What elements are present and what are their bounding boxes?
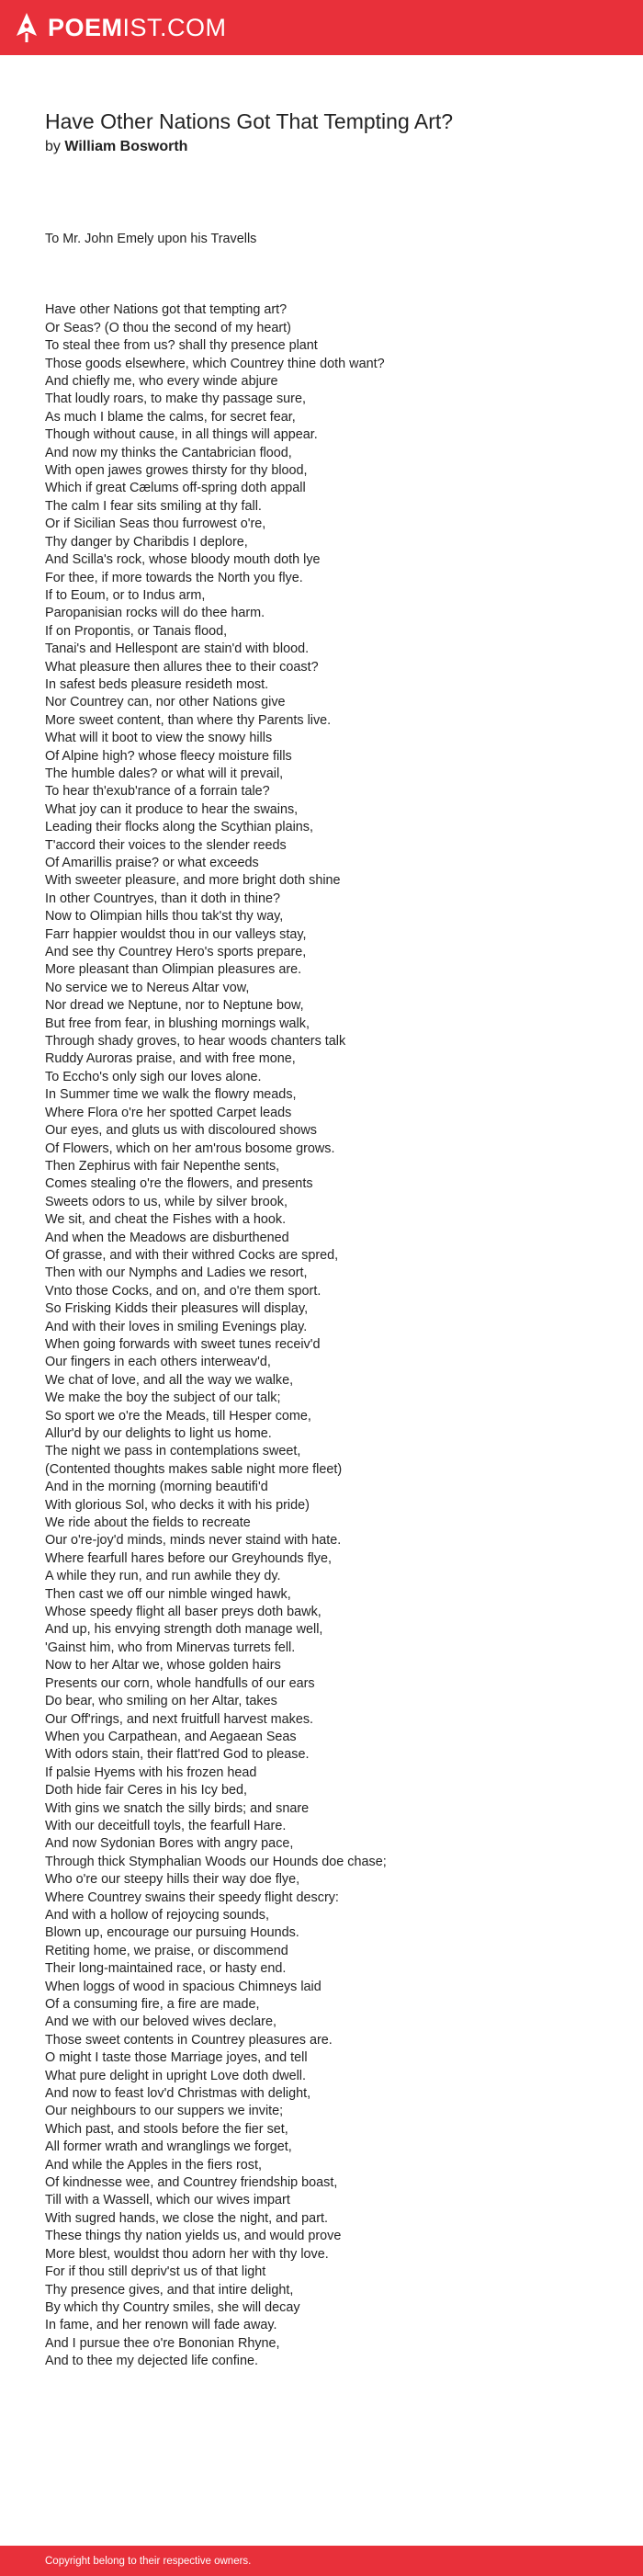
poem-byline [45, 138, 615, 156]
poem-line: With glorious Sol, who decks it with his pride) [45, 1497, 310, 1513]
poem-line: Of Amarillis praise? or what exceeds [45, 856, 259, 871]
poem-line: And with a hollow of rejoycing sounds, [45, 1907, 269, 1923]
poem-line: And now to feast lov'd Christmas with delight, [45, 2086, 311, 2102]
poem-line: Their long-maintained race, or hasty end. [45, 1961, 287, 1977]
poem-line: Thy danger by Charibdis I deplore, [45, 534, 248, 550]
poem-line: Though without cause, in all things will appear. [45, 427, 318, 443]
poem-line: Or if Sicilian Seas thou furrowest o're, [45, 516, 266, 532]
poem-line: Which past, and stools before the fier set, [45, 2121, 288, 2137]
poem-line: With our deceitfull toyls, the fearfull Hare. [45, 1818, 287, 1833]
poem-line: When you Carpathean, and Aegaean Seas [45, 1729, 297, 1744]
poem-line: What pleasure then allures thee to their coast? [45, 659, 319, 675]
poem-line: O might I taste those Marriage joyes, and tell [45, 2050, 308, 2066]
poem-line: With gins we snatch the silly birds; and snare [45, 1800, 310, 1816]
poem-line: Of Alpine high? whose fleecy moisture fills [45, 748, 292, 764]
by-label: by [45, 139, 61, 154]
poem-line: If on Propontis, or Tanais flood, [45, 623, 228, 639]
poem-line: With sweeter pleasure, and more bright doth shine [45, 873, 341, 889]
poem-line: Have other Nations got that tempting art? [45, 302, 288, 318]
poem-line: When going forwards with sweet tunes receiv'd [45, 1336, 321, 1352]
poem-line: And in the morning (morning beautifi'd [45, 1480, 268, 1495]
poem-line: The humble dales? or what will it prevail, [45, 766, 284, 781]
poem-line: Which if great Cælums off-spring doth appall [45, 481, 306, 496]
poem-line: And now Sydonian Bores with angry pace, [45, 1836, 294, 1852]
poem-line: Do bear, who smiling on her Altar, takes [45, 1694, 277, 1709]
poem-line: That loudly roars, to make thy passage sure, [45, 392, 306, 407]
poem-line: To steal thee from us? shall thy presence plant [45, 338, 318, 354]
poem-line: A while they run, and run awhile they dy. [45, 1569, 281, 1584]
quill-pen-icon [15, 12, 39, 43]
poem-line: T'accord their voices to the slender reeds [45, 837, 287, 853]
poem-line: Where Flora o're her spotted Carpet leads [45, 1105, 292, 1120]
poem-line: In Summer time we walk the flowry meads, [45, 1087, 297, 1103]
poem-line: 'Gainst him, who from Minervas turrets fell. [45, 1640, 296, 1655]
poem-title: Have Other Nations Got That Tempting Art? [45, 109, 454, 133]
poem-line: Retiting home, we praise, or discommend [45, 1943, 288, 1958]
poem-line: And I pursue thee o're Bononian Rhyne, [45, 2335, 280, 2351]
poem-line: Of kindnesse wee, and Countrey friendship boast, [45, 2175, 338, 2191]
poem-line: Whose speedy flight all baser preys doth bawk, [45, 1605, 322, 1620]
poem-line: Through shady groves, to hear woods chanters talk [45, 1034, 346, 1050]
poem-line: Then Zephirus with fair Nepenthe sents, [45, 1158, 280, 1174]
poem-line: Our fingers in each others interweav'd, [45, 1355, 271, 1370]
poem-line: Tanai's and Hellespont are stain'd with blood. [45, 641, 310, 657]
poem-line: When loggs of wood in spacious Chimneys laid [45, 1979, 322, 1994]
poem-line: More pleasant than Olimpian pleasures are. [45, 962, 302, 978]
poem-line: With open jawes growes thirsty for thy blood, [45, 463, 308, 479]
poem-line: With sugred hands, we close the night, and part. [45, 2210, 328, 2226]
poem-line: Thy presence gives, and that intire delight, [45, 2282, 294, 2298]
poem-line: Now to her Altar we, whose golden hairs [45, 1658, 281, 1674]
poem-line: Leading their flocks along the Scythian plains, [45, 820, 313, 835]
poem-line: And see thy Countrey Hero's sports prepare, [45, 945, 307, 960]
poem-line: Doth hide fair Ceres in his Icy bed, [45, 1783, 247, 1799]
poem-line: Of Flowers, which on her am'rous bosome grows. [45, 1140, 335, 1156]
author-link[interactable]: William Bosworth [64, 139, 188, 154]
poem-line: And to thee my dejected life confine. [45, 2354, 258, 2369]
poem-line: For thee, if more towards the North you flye. [45, 570, 303, 585]
poem-body [45, 195, 615, 2406]
poem-line: Ruddy Auroras praise, and with free mone, [45, 1051, 296, 1067]
poem-line: If palsie Hyems with his frozen head [45, 1765, 257, 1780]
poem-line: Allur'd by our delights to light us home. [45, 1426, 272, 1442]
poem-line: Through thick Stymphalian Woods our Hounds doe chase; [45, 1854, 387, 1869]
poem-line: As much I blame the calms, for secret fear, [45, 409, 296, 425]
poem-line: If to Eoum, or to Indus arm, [45, 587, 206, 603]
site-logo[interactable] [15, 12, 227, 43]
poem-line: Of grasse, and with their withred Cocks are spred, [45, 1247, 339, 1263]
copyright-notice: Copyright belong to their respective owners. [45, 2555, 252, 2567]
poem-line: Sweets odors to us, while by silver brook, [45, 1194, 288, 1209]
poem-line: Those sweet contents in Countrey pleasures are. [45, 2032, 333, 2048]
poem-line: Of a consuming fire, a fire are made, [45, 1997, 260, 2013]
poem-line: We sit, and cheat the Fishes with a hook. [45, 1212, 287, 1228]
poem-line: And now my thinks the Cantabrician flood, [45, 445, 292, 460]
poem-content [45, 108, 615, 2406]
poem-line: Presents our corn, whole handfulls of our ears [45, 1675, 315, 1691]
poem-line: Now to Olimpian hills thou tak'st thy way, [45, 909, 284, 925]
site-header [0, 0, 643, 55]
poem-line: Or Seas? (O thou the second of my heart) [45, 320, 291, 335]
poem-line: And we with our beloved wives declare, [45, 2014, 276, 2030]
poem-line: We ride about the fields to recreate [45, 1515, 251, 1531]
poem-line: And Scilla's rock, whose bloody mouth doth lye [45, 552, 321, 568]
poem-line: And with their loves in smiling Evenings play. [45, 1319, 308, 1334]
poem-dedication: To Mr. John Emely upon his Travells [45, 231, 257, 246]
poem-line: In fame, and her renown will fade away. [45, 2318, 277, 2333]
poem-line: What will it boot to view the snowy hills [45, 731, 273, 746]
poem-line: Our o're-joy'd minds, minds never staind with hate. [45, 1533, 342, 1549]
poem-line: In other Countryes, than it doth in thine? [45, 891, 280, 906]
poem-line: More blest, wouldst thou adorn her with thy love. [45, 2246, 329, 2262]
poem-line: The night we pass in contemplations sweet, [45, 1444, 301, 1459]
poem-line: By which thy Country smiles, she will decay [45, 2299, 300, 2315]
poem-lines [45, 301, 615, 2370]
poem-line: (Contented thoughts makes sable night more fleet) [45, 1461, 343, 1477]
poem-line: And chiefly me, who every winde abjure [45, 374, 278, 390]
poem-line: So sport we o're the Meads, till Hesper come, [45, 1408, 311, 1424]
poem-line: Our eyes, and gluts us with discoloured shows [45, 1123, 317, 1139]
poem-line: To hear th'exub'rance of a forrain tale? [45, 784, 270, 800]
poem-line: Then cast we off our nimble winged hawk, [45, 1586, 291, 1602]
poem-line: Where Countrey swains their speedy flight descry: [45, 1889, 339, 1905]
site-footer [0, 2546, 643, 2576]
poem-line: Our Off'rings, and next fruitfull harvest makes. [45, 1711, 314, 1727]
poem-line: And up, his envying strength doth manage well, [45, 1622, 323, 1638]
poem-line: These things thy nation yields us, and would prove [45, 2229, 342, 2244]
poem-line: With odors stain, their flatt'red God to please. [45, 1747, 310, 1763]
poem-line: Vnto those Cocks, and on, and o're them sport. [45, 1283, 322, 1299]
poem-line: The calm I fear sits smiling at thy fall. [45, 498, 262, 514]
poem-line: Our neighbours to our suppers we invite; [45, 2104, 284, 2119]
poem-line: Farr happier wouldst thou in our valleys stay, [45, 926, 307, 942]
poem-line: Those goods elsewhere, which Countrey thine doth want? [45, 356, 385, 371]
poem-line: Nor Countrey can, nor other Nations give [45, 695, 286, 710]
poem-line: So Frisking Kidds their pleasures will display, [45, 1301, 309, 1317]
poem-line: Paropanisian rocks will do thee harm. [45, 606, 265, 621]
poem-line: Then with our Nymphs and Ladies we resort, [45, 1265, 308, 1281]
poem-line: And when the Meadows are disburthened [45, 1230, 289, 1245]
poem-line: What pure delight in upright Love doth dwell. [45, 2068, 306, 2083]
poem-line: And while the Apples in the fiers rost, [45, 2157, 262, 2173]
poem-line: Till with a Wassell, which our wives impart [45, 2193, 290, 2208]
poem-line: To Eccho's only sigh our loves alone. [45, 1069, 262, 1084]
poem-line: We make the boy the subject of our talk; [45, 1390, 281, 1406]
poem-line: More sweet content, than where thy Parents live. [45, 712, 332, 728]
poem-line: What joy can it produce to hear the swains, [45, 801, 299, 817]
poem-line: For if thou still depriv'st us of that light [45, 2264, 266, 2280]
site-logo-text: POEMIST.COM [48, 13, 227, 41]
poem-line: We chat of love, and all the way we walke, [45, 1372, 294, 1388]
poem-line: All former wrath and wranglings we forget, [45, 2139, 292, 2155]
poem-line: Nor dread we Neptune, nor to Neptune bow, [45, 998, 304, 1014]
poem-line: Blown up, encourage our pursuing Hounds. [45, 1925, 299, 1941]
poem-line: No service we to Nereus Altar vow, [45, 980, 250, 995]
poem-line: Where fearfull hares before our Greyhounds flye, [45, 1550, 332, 1566]
poem-line: Comes stealing o're the flowers, and presents [45, 1176, 313, 1192]
poem-line: But free from fear, in blushing mornings walk, [45, 1016, 310, 1031]
poem-line: In safest beds pleasure resideth most. [45, 676, 269, 692]
poem-line: Who o're our steepy hills their way doe flye, [45, 1872, 300, 1888]
